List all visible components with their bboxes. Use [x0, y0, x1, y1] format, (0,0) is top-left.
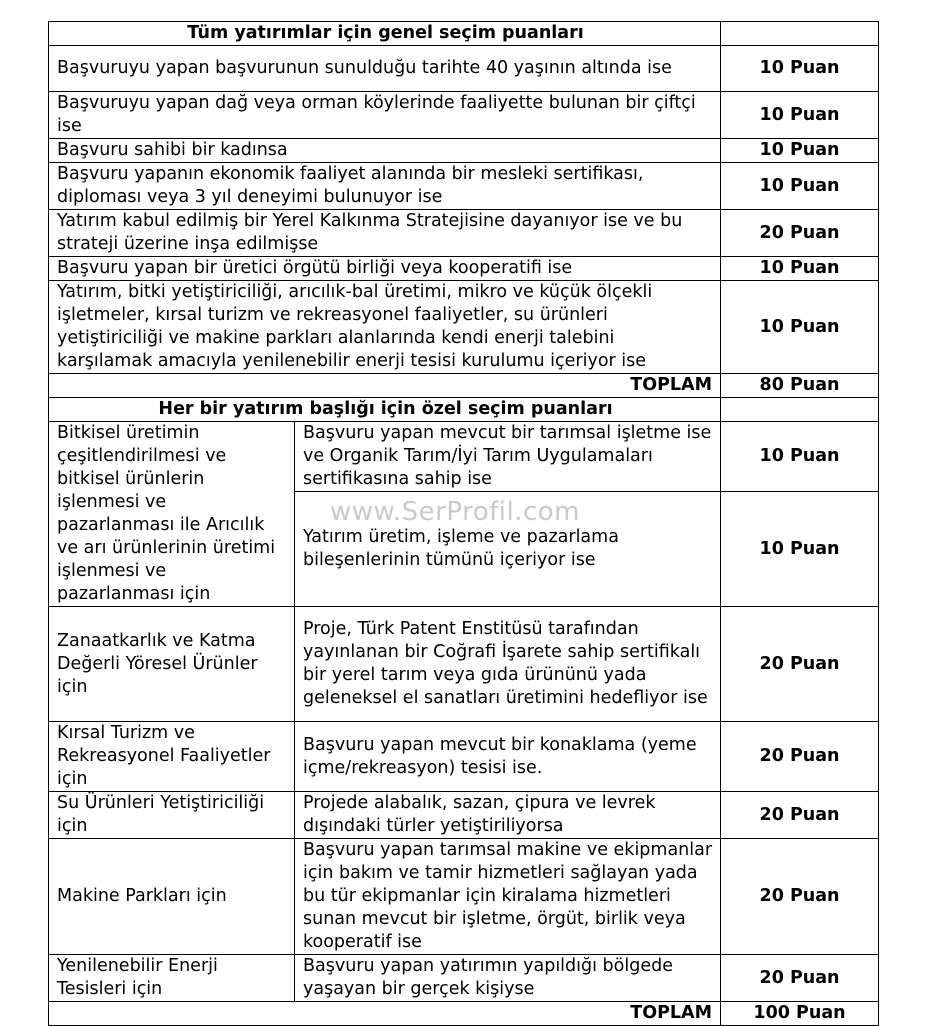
criterion-text: Başvuru yapanın ekonomik faaliyet alanında bir mesleki sertifikası, diploması veya 3 yıl deneyimi bulunuyor ise: [49, 163, 721, 210]
table-row: [49, 722, 879, 792]
table-row: [49, 92, 879, 139]
category-cell: Bitkisel üretimin çeşitlendirilmesi ve bitkisel ürünlerin işlenmesi ve pazarlanması ile Arıcılık ve arı ürünlerinin üretimi işlenmesi ve pazarlanması için: [49, 422, 295, 607]
category-cell: Zanaatkarlık ve Katma Değerli Yöresel Ürünler için: [49, 607, 295, 722]
total-points: 100 Puan: [721, 1002, 879, 1026]
selection-points-table: [48, 21, 879, 1026]
table-row: [49, 281, 879, 374]
special-header-empty-cell: [721, 398, 879, 422]
criterion-text: Yatırım üretim, işleme ve pazarlama bileşenlerinin tümünü içeriyor ise: [295, 492, 721, 607]
points-value: 10 Puan: [721, 257, 879, 281]
general-total-row: [49, 374, 879, 398]
special-section-header: Her bir yatırım başlığı için özel seçim puanları: [49, 398, 721, 422]
table-row: [49, 139, 879, 163]
points-value: 10 Puan: [721, 46, 879, 92]
points-value: 20 Puan: [721, 210, 879, 257]
criterion-text: Proje, Türk Patent Enstitüsü tarafından yayınlanan bir Coğrafi İşarete sahip sertifikalı bir yerel tarım veya gıda ürününü yada geleneksel el sanatları üretimini hedefliyor ise: [295, 607, 721, 722]
category-cell: Yenilenebilir Enerji Tesisleri için: [49, 955, 295, 1002]
general-header-empty-cell: [721, 22, 879, 46]
total-points: 80 Puan: [721, 374, 879, 398]
special-total-row: [49, 1002, 879, 1026]
table-row: [49, 46, 879, 92]
points-value: 10 Puan: [721, 139, 879, 163]
points-value: 10 Puan: [721, 422, 879, 492]
category-cell: Kırsal Turizm ve Rekreasyonel Faaliyetler için: [49, 722, 295, 792]
points-value: 10 Puan: [721, 492, 879, 607]
points-value: 20 Puan: [721, 607, 879, 722]
criterion-text: Başvuru yapan mevcut bir konaklama (yeme içme/rekreasyon) tesisi ise.: [295, 722, 721, 792]
table-row: [49, 163, 879, 210]
table-row: [49, 210, 879, 257]
general-section-header: Tüm yatırımlar için genel seçim puanları: [49, 22, 721, 46]
points-value: 20 Puan: [721, 839, 879, 955]
criterion-text: Başvuruyu yapan dağ veya orman köylerinde faaliyette bulunan bir çiftçi ise: [49, 92, 721, 139]
table-row: [49, 792, 879, 839]
table-row: [49, 955, 879, 1002]
total-label: TOPLAM: [49, 1002, 721, 1026]
criterion-text: Başvuru yapan mevcut bir tarımsal işletme ise ve Organik Tarım/İyi Tarım Uygulamaları sertifikasına sahip ise: [295, 422, 721, 492]
criterion-text: Yatırım, bitki yetiştiriciliği, arıcılık-bal üretimi, mikro ve küçük ölçekli işletmeler, kırsal turizm ve rekreasyonel faaliyetler, su ürünleri yetiştiriciliği ve makine parkları alanlarında kendi enerji talebini karşılamak amacıyla yenilenebilir enerji tesisi kurulumu içeriyor ise: [49, 281, 721, 374]
table-row: [49, 422, 879, 492]
criterion-text: Başvuru yapan bir üretici örgütü birliği veya kooperatifi ise: [49, 257, 721, 281]
special-header-row: [49, 398, 879, 422]
criterion-text: Projede alabalık, sazan, çipura ve levrek dışındaki türler yetiştiriliyorsa: [295, 792, 721, 839]
table-row: [49, 607, 879, 722]
criterion-text: Başvuru yapan yatırımın yapıldığı bölgede yaşayan bir gerçek kişiyse: [295, 955, 721, 1002]
points-value: 10 Puan: [721, 92, 879, 139]
general-header-row: [49, 22, 879, 46]
table-row: [49, 257, 879, 281]
table-row: [49, 839, 879, 955]
category-cell: Su Ürünleri Yetiştiriciliği için: [49, 792, 295, 839]
points-value: 20 Puan: [721, 955, 879, 1002]
category-cell: Makine Parkları için: [49, 839, 295, 955]
points-value: 20 Puan: [721, 792, 879, 839]
points-value: 10 Puan: [721, 163, 879, 210]
criterion-text: Yatırım kabul edilmiş bir Yerel Kalkınma Stratejisine dayanıyor ise ve bu strateji üzerine inşa edilmişse: [49, 210, 721, 257]
criterion-text: Başvuruyu yapan başvurunun sunulduğu tarihte 40 yaşının altında ise: [49, 46, 721, 92]
criterion-text: Başvuru yapan tarımsal makine ve ekipmanlar için bakım ve tamir hizmetleri sağlayan yada bu tür ekipmanlar için kiralama hizmetleri sunan mevcut bir işletme, örgüt, birlik veya kooperatif ise: [295, 839, 721, 955]
points-value: 20 Puan: [721, 722, 879, 792]
points-value: 10 Puan: [721, 281, 879, 374]
watermark: www.SerProfil.com: [330, 497, 581, 527]
total-label: TOPLAM: [49, 374, 721, 398]
criterion-text: Başvuru sahibi bir kadınsa: [49, 139, 721, 163]
